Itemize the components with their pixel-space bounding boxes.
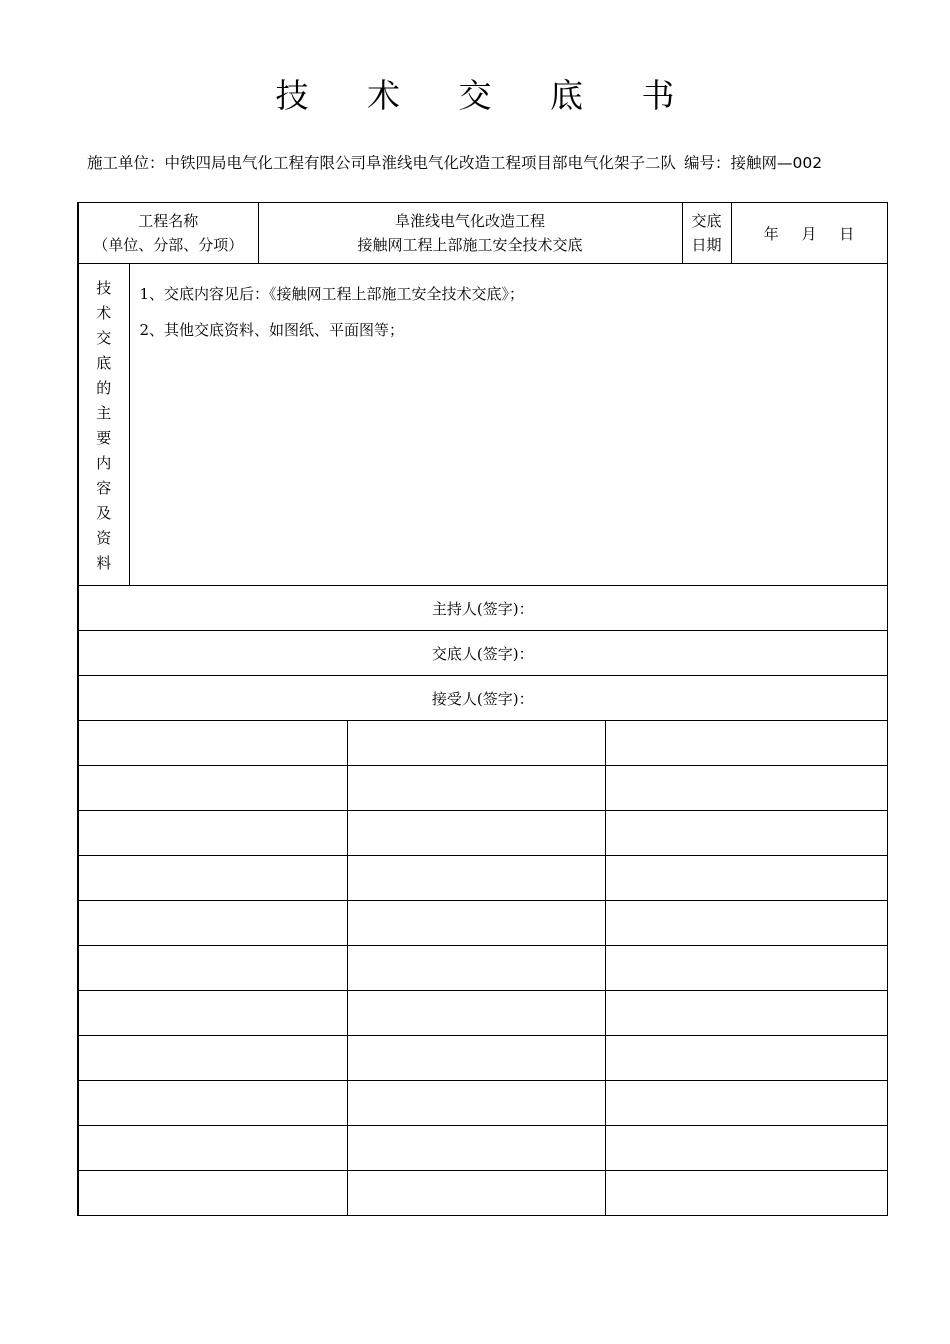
side-label-char: 底 <box>96 354 112 372</box>
date-value-cell[interactable]: 年 月 日 <box>731 203 887 264</box>
unit-value: 中铁四局电气化工程有限公司阜淮线电气化改造工程项目部电气化架子二队 <box>164 154 677 172</box>
date-label-cell <box>682 203 731 264</box>
receiver-signature-cell[interactable]: 接受人(签字)： <box>78 676 887 721</box>
signature-grid-row <box>78 946 887 991</box>
receiver-signature-row <box>78 676 887 721</box>
side-label-char: 要 <box>96 429 112 447</box>
header-row <box>78 203 887 264</box>
signature-blank-cell[interactable] <box>347 766 605 811</box>
signature-grid-row <box>78 1171 887 1216</box>
signature-grid-row <box>78 1036 887 1081</box>
side-label-char: 内 <box>96 454 112 472</box>
signature-blank-cell[interactable] <box>605 901 887 946</box>
content-item-2: 2、其他交底资料、如图纸、平面图等； <box>139 321 405 339</box>
side-label-char: 交 <box>96 329 112 347</box>
signature-blank-cell[interactable] <box>347 1171 605 1216</box>
side-label-char: 容 <box>96 479 112 497</box>
signature-blank-cell[interactable] <box>605 1171 887 1216</box>
signature-grid-row <box>78 991 887 1036</box>
signature-blank-cell[interactable] <box>347 811 605 856</box>
signature-blank-cell[interactable] <box>605 991 887 1036</box>
project-label-line1: 工程名称 <box>138 212 199 230</box>
side-label-char: 及 <box>96 504 112 522</box>
signature-blank-cell[interactable] <box>605 811 887 856</box>
unit-label: 施工单位： <box>87 154 165 172</box>
signature-blank-cell[interactable] <box>347 856 605 901</box>
project-label-line2: （单位、分部、分项） <box>93 236 244 254</box>
construction-unit-line <box>87 151 887 173</box>
signature-grid-row <box>78 901 887 946</box>
signature-blank-cell[interactable] <box>605 766 887 811</box>
signature-blank-cell[interactable] <box>78 946 347 991</box>
presenter-signature-row <box>78 631 887 676</box>
signature-blank-cell[interactable] <box>347 991 605 1036</box>
signature-blank-cell[interactable] <box>605 1081 887 1126</box>
signature-blank-cell[interactable] <box>78 721 347 766</box>
signature-grid-row <box>78 766 887 811</box>
signature-blank-cell[interactable] <box>605 1036 887 1081</box>
signature-blank-cell[interactable] <box>605 946 887 991</box>
side-label-char: 的 <box>96 379 112 397</box>
signature-blank-cell[interactable] <box>347 946 605 991</box>
presenter-signature-cell[interactable]: 交底人(签字)： <box>78 631 887 676</box>
signature-blank-cell[interactable] <box>347 1036 605 1081</box>
signature-grid-row <box>78 856 887 901</box>
signature-blank-cell[interactable] <box>605 1126 887 1171</box>
content-item-1: 1、交底内容见后：《接触网工程上部施工安全技术交底》； <box>139 285 525 303</box>
content-side-label <box>78 264 129 586</box>
signature-grid-row <box>78 721 887 766</box>
signature-blank-cell[interactable] <box>78 1081 347 1126</box>
signature-grid-row <box>78 1081 887 1126</box>
signature-blank-cell[interactable] <box>78 1171 347 1216</box>
signature-blank-cell[interactable] <box>347 721 605 766</box>
project-name-line2: 接触网工程上部施工安全技术交底 <box>357 236 583 254</box>
project-name-cell[interactable] <box>258 203 682 264</box>
signature-blank-cell[interactable] <box>347 1126 605 1171</box>
signature-grid-row <box>78 811 887 856</box>
signature-blank-cell[interactable] <box>78 811 347 856</box>
project-name-line1: 阜淮线电气化改造工程 <box>395 212 546 230</box>
signature-blank-cell[interactable] <box>78 1126 347 1171</box>
side-label-char: 资 <box>96 529 112 547</box>
signature-blank-cell[interactable] <box>347 901 605 946</box>
date-label-line1: 交底 <box>691 212 722 230</box>
signature-blank-cell[interactable] <box>347 1081 605 1126</box>
signature-blank-cell[interactable] <box>78 991 347 1036</box>
signature-grid-row <box>78 1126 887 1171</box>
disclosure-form-table <box>77 202 888 1216</box>
side-label-char: 料 <box>96 554 112 572</box>
side-label-char: 技 <box>96 279 112 297</box>
signature-blank-cell[interactable] <box>78 901 347 946</box>
side-label-char: 主 <box>96 404 112 422</box>
signature-blank-cell[interactable] <box>605 721 887 766</box>
side-label-char: 术 <box>96 304 112 322</box>
content-row <box>78 264 887 586</box>
number-value: 接触网—002 <box>730 154 823 172</box>
date-label-line2: 日期 <box>691 236 722 254</box>
signature-blank-cell[interactable] <box>78 856 347 901</box>
content-body[interactable] <box>129 264 887 586</box>
host-signature-cell[interactable]: 主持人(签字)： <box>78 586 887 631</box>
signature-blank-cell[interactable] <box>78 1036 347 1081</box>
document-title: 技 术 交 底 书 <box>275 76 699 115</box>
signature-blank-cell[interactable] <box>605 856 887 901</box>
host-signature-row <box>78 586 887 631</box>
project-label-cell <box>78 203 258 264</box>
number-label: 编号： <box>684 154 731 172</box>
signature-blank-cell[interactable] <box>78 766 347 811</box>
